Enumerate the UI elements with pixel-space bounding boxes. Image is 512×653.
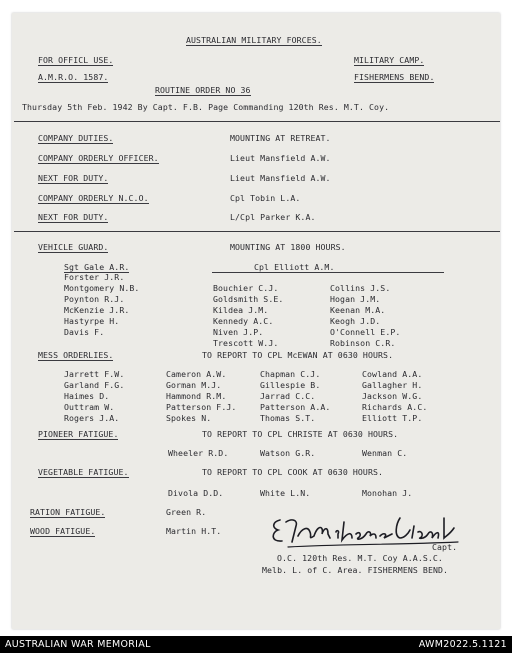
- date-line: Thursday 5th Feb. 1942 By Capt. F.B. Page Commanding 120th Res. M.T. Coy.: [22, 102, 390, 112]
- guard-name: Poynton R.J.: [64, 294, 125, 304]
- guard-corporal: Cpl Elliott A.M.: [254, 262, 335, 272]
- vehicle-guard-mounting: MOUNTING AT 1800 HOURS.: [230, 242, 346, 252]
- guard-name: Trescott W.J.: [213, 338, 279, 348]
- duty-label: COMPANY DUTIES.: [38, 133, 114, 143]
- mess-name: Garland F.G.: [64, 380, 125, 390]
- guard-name: Collins J.S.: [330, 283, 391, 293]
- mess-name: Gorman M.J.: [166, 380, 222, 390]
- footer-accession-number: AWM2022.5.1121: [418, 639, 507, 650]
- mess-name: Cameron A.W.: [166, 369, 227, 379]
- guard-name: Davis F.: [64, 327, 105, 337]
- guard-name: Keogh J.D.: [330, 316, 381, 326]
- document-title: AUSTRALIAN MILITARY FORCES.: [186, 35, 322, 45]
- mess-name: Hammond R.M.: [166, 391, 227, 401]
- duty-value: Cpl Tobin L.A.: [230, 193, 301, 203]
- mess-name: Patterson F.J.: [166, 402, 237, 412]
- mess-name: Richards A.C.: [362, 402, 428, 412]
- guard-name: Hogan J.M.: [330, 294, 381, 304]
- mess-name: Jarrett F.W.: [64, 369, 125, 379]
- vegetable-name: Monohan J.: [362, 488, 413, 498]
- mess-name: Gallagher H.: [362, 380, 423, 390]
- header-right-2: FISHERMENS BEND.: [354, 72, 435, 82]
- pioneer-name: Watson G.R.: [260, 448, 316, 458]
- pioneer-name: Wheeler R.D.: [168, 448, 229, 458]
- mess-name: Jarrad C.C.: [260, 391, 316, 401]
- duty-label: NEXT FOR DUTY.: [38, 173, 109, 183]
- vegetable-fatigue-label: VEGETABLE FATIGUE.: [38, 467, 129, 477]
- archive-footer: [0, 636, 512, 653]
- duty-value: Lieut Mansfield A.W.: [230, 153, 331, 163]
- guard-name: O'Connell E.P.: [330, 327, 401, 337]
- duty-value: L/Cpl Parker K.A.: [230, 212, 316, 222]
- guard-name: Goldsmith S.E.: [213, 294, 284, 304]
- duty-value: MOUNTING AT RETREAT.: [230, 133, 331, 143]
- signatory-unit: O.C. 120th Res. M.T. Coy A.A.S.C.: [277, 553, 443, 563]
- mess-name: Patterson A.A.: [260, 402, 331, 412]
- mess-name: Jackson W.G.: [362, 391, 423, 401]
- guard-name: Robinson C.R.: [330, 338, 396, 348]
- vegetable-name: White L.N.: [260, 488, 311, 498]
- guard-name: Kennedy A.C.: [213, 316, 274, 326]
- wood-name: Martin H.T.: [166, 526, 222, 536]
- mess-name: Thomas S.T.: [260, 413, 316, 423]
- mess-name: Gillespie B.: [260, 380, 321, 390]
- mess-name: Chapman C.J.: [260, 369, 321, 379]
- pioneer-fatigue-label: PIONEER FATIGUE.: [38, 429, 119, 439]
- guard-name: Niven J.P.: [213, 327, 264, 337]
- pioneer-report: TO REPORT TO CPL CHRISTE AT 0630 HOURS.: [202, 429, 399, 439]
- vehicle-guard-label: VEHICLE GUARD.: [38, 242, 109, 252]
- duty-label: COMPANY ORDERLY OFFICER.: [38, 153, 159, 163]
- duty-label: NEXT FOR DUTY.: [38, 212, 109, 222]
- wood-fatigue-label: WOOD FATIGUE.: [30, 526, 96, 536]
- divider: [212, 272, 444, 273]
- vegetable-report: TO REPORT TO CPL COOK AT 0630 HOURS.: [202, 467, 384, 477]
- guard-name: Forster J.R.: [64, 272, 125, 282]
- header-left-2: A.M.R.O. 1587.: [38, 72, 109, 82]
- duty-label: COMPANY ORDERLY N.C.O.: [38, 193, 149, 203]
- order-number: ROUTINE ORDER NO 36: [155, 85, 251, 95]
- signatory-area: Melb. L. of C. Area. FISHERMENS BEND.: [262, 565, 449, 575]
- mess-name: Spokes N.: [166, 413, 212, 423]
- vegetable-name: Divola D.D.: [168, 488, 224, 498]
- mess-orderlies-label: MESS ORDERLIES.: [38, 350, 114, 360]
- header-right-1: MILITARY CAMP.: [354, 55, 425, 65]
- duty-value: Lieut Mansfield A.W.: [230, 173, 331, 183]
- mess-report: TO REPORT TO CPL McEWAN AT 0630 HOURS.: [202, 350, 394, 360]
- guard-name: McKenzie J.R.: [64, 305, 130, 315]
- guard-name: Hastyrpe H.: [64, 316, 120, 326]
- ration-name: Green R.: [166, 507, 207, 517]
- mess-name: Outtram W.: [64, 402, 115, 412]
- mess-name: Rogers J.A.: [64, 413, 120, 423]
- pioneer-name: Wenman C.: [362, 448, 408, 458]
- guard-name: Bouchier C.J.: [213, 283, 279, 293]
- mess-name: Elliott T.P.: [362, 413, 423, 423]
- signatory-rank: Capt.: [432, 542, 458, 552]
- footer-institution: AUSTRALIAN WAR MEMORIAL: [5, 639, 151, 650]
- guard-name: Keenan M.A.: [330, 305, 386, 315]
- mess-name: Cowland A.A.: [362, 369, 423, 379]
- divider: [14, 231, 500, 232]
- guard-name: Kildea J.M.: [213, 305, 269, 315]
- guard-name: Sgt Gale A.R.: [64, 262, 130, 272]
- guard-name: Montgomery N.B.: [64, 283, 140, 293]
- mess-name: Haimes D.: [64, 391, 110, 401]
- divider: [14, 121, 500, 122]
- header-left-1: FOR OFFICL USE.: [38, 55, 114, 65]
- ration-fatigue-label: RATION FATIGUE.: [30, 507, 106, 517]
